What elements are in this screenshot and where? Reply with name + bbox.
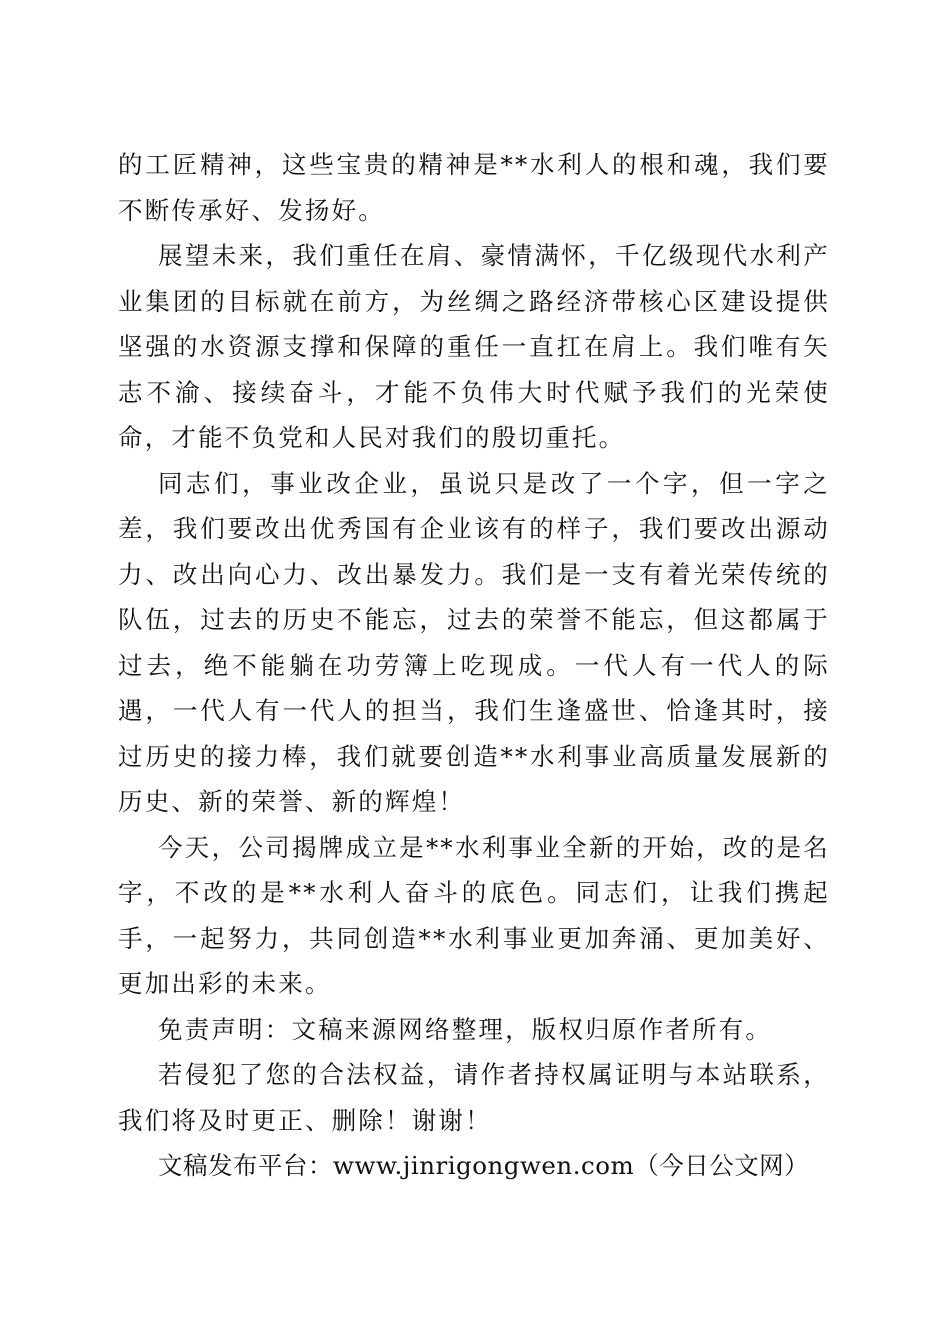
paragraph-looking-ahead: 展望未来，我们重任在肩、豪情满怀，千亿级现代水利产业集团的目标就在前方，为丝绸之路经济带核心区建设提供坚强的水资源支撑和保障的重任一直扛在肩上。我们唯有矢志不渝、接续奋斗，才能不负伟大时代赋予我们的光荣使命，才能不负党和人民对我们的殷切重托。 xyxy=(118,241,830,452)
paragraph-disclaimer: 免责声明：文稿来源网络整理，版权归原作者所有。 xyxy=(158,1014,773,1044)
paragraph-infringement-notice: 若侵犯了您的合法权益，请作者持权属证明与本站联系，我们将及时更正、删除！谢谢！ xyxy=(118,1060,830,1135)
paragraph-publishing-platform: 文稿发布平台：www.jinrigongwen.com（今日公文网） xyxy=(158,1151,810,1180)
paragraph-company-unveiling: 今天，公司揭牌成立是**水利事业全新的开始，改的是名字，不改的是**水利人奋斗的底色。同志们，让我们携起手，一起努力，共同创造**水利事业更加奔涌、更加美好、更加出彩的未来。 xyxy=(118,832,830,998)
paragraph-craftsman-spirit: 的工匠精神，这些宝贵的精神是**水利人的根和魂，我们要不断传承好、发扬好。 xyxy=(118,150,830,225)
document-body xyxy=(118,142,830,1189)
paragraph-comrades-reform: 同志们，事业改企业，虽说只是改了一个字，但一字之差，我们要改出优秀国有企业该有的样子，我们要改出源动力、改出向心力、改出暴发力。我们是一支有着光荣传统的队伍，过去的历史不能忘，过去的荣誉不能忘，但这都属于过去，绝不能躺在功劳簿上吃现成。一代人有一代人的际遇，一代人有一代人的担当，我们生逢盛世、恰逢其时，接过历史的接力棒，我们就要创造**水利事业高质量发展新的历史、新的荣誉、新的辉煌！ xyxy=(118,468,830,816)
